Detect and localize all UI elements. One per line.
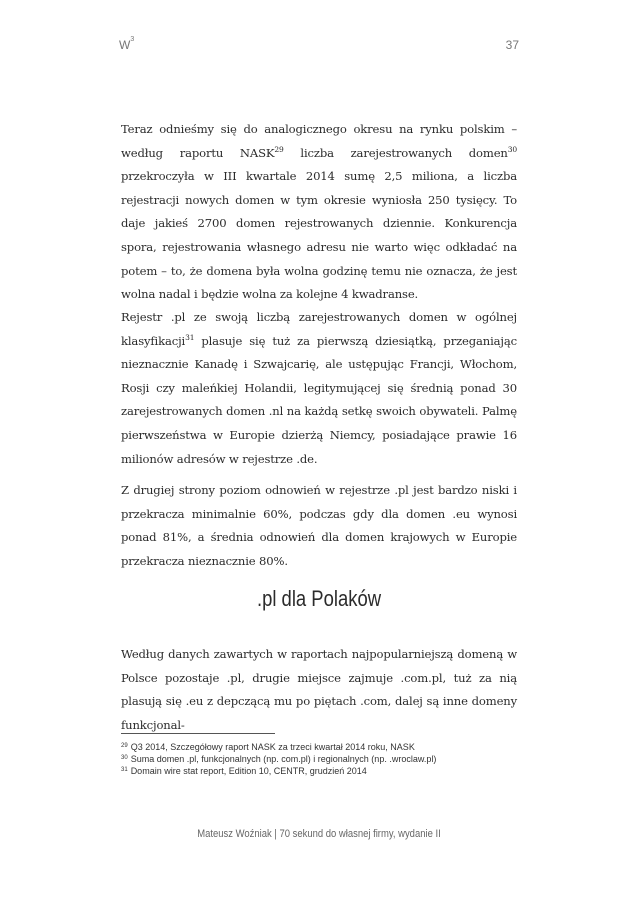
header-title-text: W bbox=[119, 38, 131, 52]
paragraph-1-text-a: Teraz odnieśmy się do analogicznego okresu na rynku polskim – według raportu NASK bbox=[121, 122, 517, 160]
running-header-title bbox=[119, 38, 134, 52]
paragraph-2 bbox=[121, 306, 517, 471]
footnote-ref-30[interactable]: 30 bbox=[507, 144, 517, 154]
paragraph-3: Z drugiej strony poziom odnowień w rejestrze .pl jest bardzo niski i przekracza minimalnie 60%, podczas gdy dla domen .eu wynosi ponad 81%, a średnia odnowień dla domen krajowych w Europie przekracza nieznacznie 80%. bbox=[121, 483, 517, 568]
paragraph-2-text-b: plasuje się tuż za pierwszą dziesiątką, przeganiając nieznacznie Kanadę i Szwajcarię, ale ustępując Francji, Włochom, Rosji czy maleńkiej Holandii, legitymującej się średnią ponad 30 zarejestrowanych domen .nl na każdą setkę swoich obywateli. Palmę pierwszeństwa w Europie dzierżą Niemcy, posiadające prawie 16 milionów adresów w rejestrze .de. bbox=[121, 333, 517, 466]
footnote-text: Suma domen .pl, funkcjonalnych (np. com.pl) i regionalnych (np. .wroclaw.pl) bbox=[130, 754, 437, 764]
footnote-30 bbox=[121, 753, 517, 765]
footnote-number: 31 bbox=[121, 767, 128, 773]
paragraph-2-text-a: Rejestr .pl ze swoją liczbą zarejestrowanych domen w ogólnej klasyfikacji bbox=[121, 310, 517, 348]
footnote-separator bbox=[121, 733, 275, 734]
paragraph-1-text-b: liczba zarejestrowanych domen bbox=[283, 145, 508, 160]
footnote-ref-31[interactable]: 31 bbox=[185, 332, 195, 342]
header-title-superscript: 3 bbox=[130, 36, 135, 43]
paragraph-1 bbox=[121, 118, 517, 307]
running-footer: Mateusz Woźniak | 70 sekund do własnej firmy, wydanie II bbox=[197, 828, 441, 840]
footnotes bbox=[121, 741, 517, 777]
paragraph-4: Według danych zawartych w raportach najpopularniejszą domeną w Polsce pozostaje .pl, drugie miejsce zajmuje .com.pl, tuż za nią plasują się .eu z depczącą mu po piętach .com, dalej są inne domeny funkcjonal- bbox=[121, 647, 517, 732]
footnote-number: 29 bbox=[121, 743, 128, 749]
footnote-text: Q3 2014, Szczegółowy raport NASK za trzeci kwartał 2014 roku, NASK bbox=[130, 742, 415, 752]
section-heading: .pl dla Polaków bbox=[256, 586, 382, 611]
footnote-29 bbox=[121, 741, 517, 753]
page-number: 37 bbox=[505, 38, 519, 52]
footnote-text: Domain wire stat report, Edition 10, CENTR, grudzień 2014 bbox=[130, 766, 367, 776]
footnote-31 bbox=[121, 765, 517, 777]
footnote-ref-29[interactable]: 29 bbox=[274, 144, 284, 154]
footnote-number: 30 bbox=[121, 755, 128, 761]
paragraph-1-text-c: przekroczyła w III kwartale 2014 sumę 2,5 miliona, a liczba rejestracji nowych domen w tym okresie wyniosła 250 tysięcy. To daje jakieś 2700 domen rejestrowanych dziennie. Konkurencja spora, rejestrowania własnego adresu nie warto więc odkładać na potem – to, że domena była wolna godzinę temu nie oznacza, że jest wolna nadal i będzie wolna za kolejne 4 kwadranse. bbox=[121, 169, 517, 302]
